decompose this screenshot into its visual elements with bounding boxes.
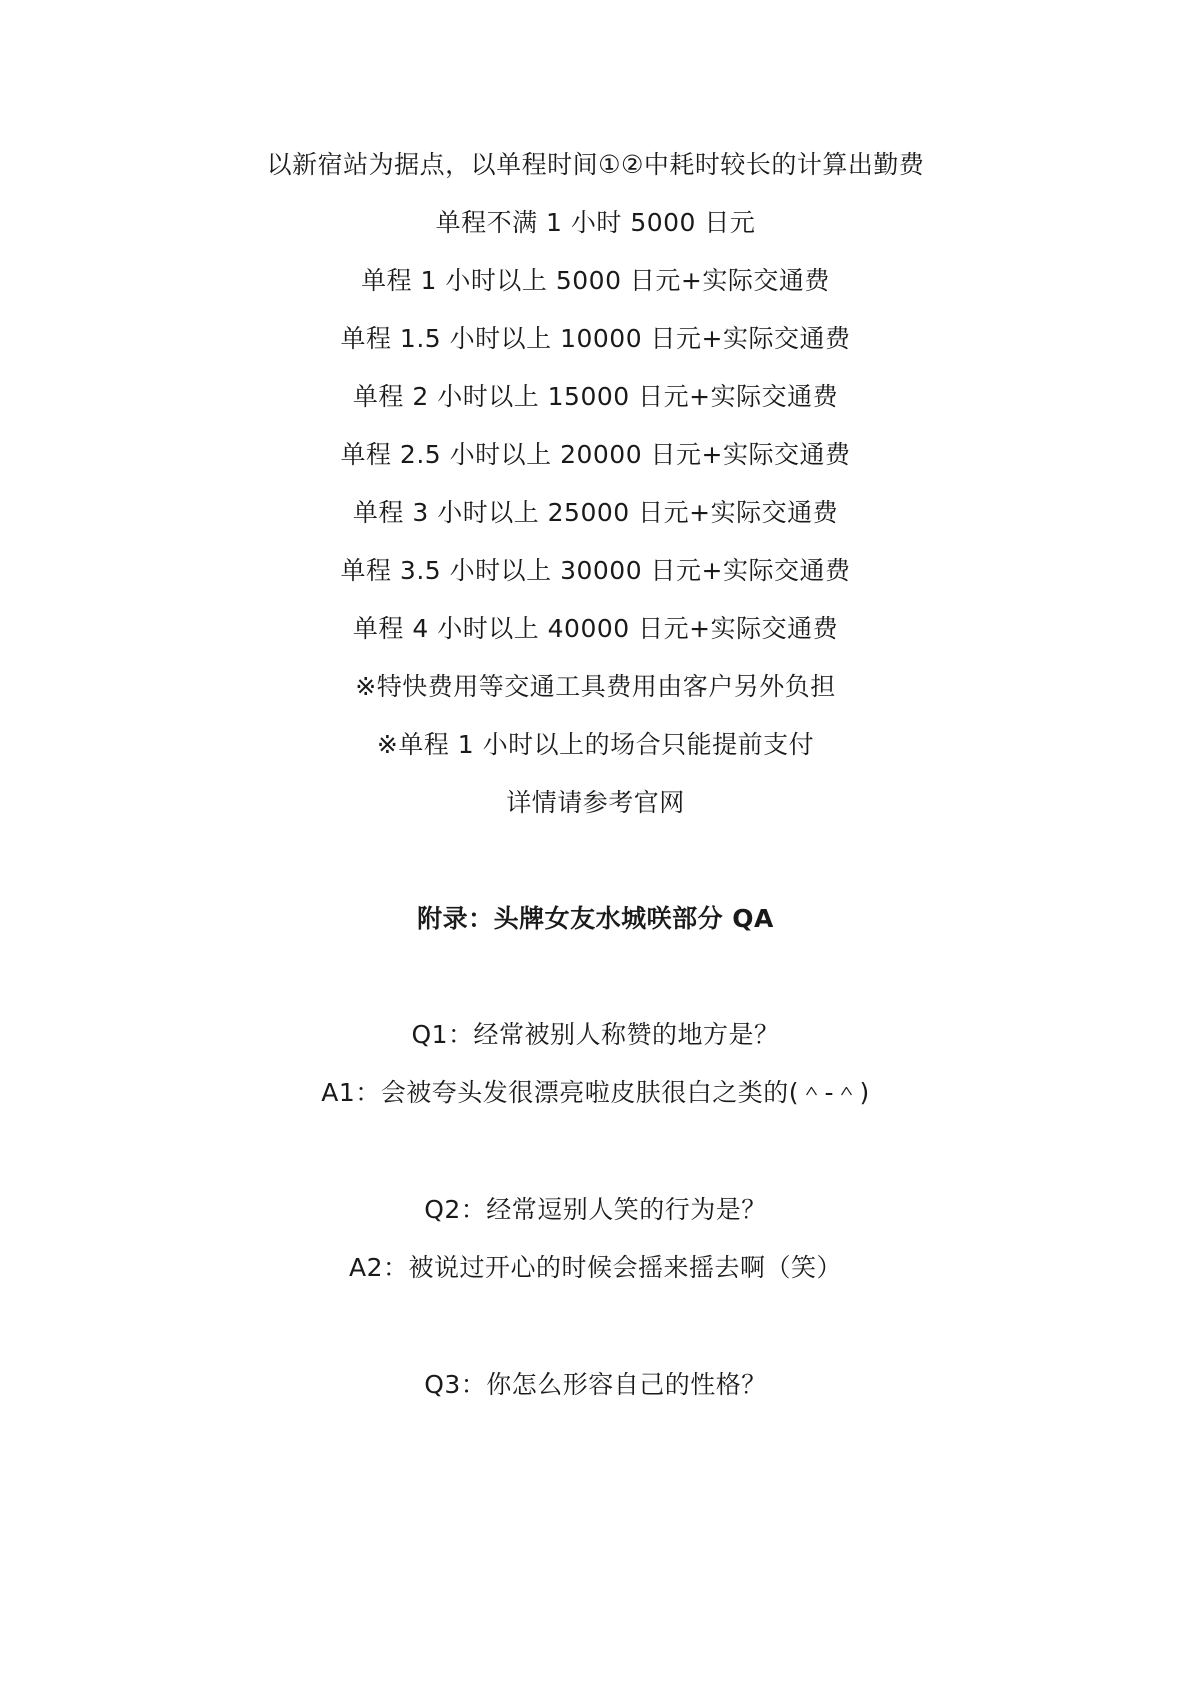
fee-row: 单程 2 小时以上 15000 日元+实际交通费 xyxy=(352,382,839,411)
fee-row: 单程 3.5 小时以上 30000 日元+实际交通费 xyxy=(340,556,851,585)
fee-row: 单程 4 小时以上 40000 日元+实际交通费 xyxy=(352,614,839,643)
fee-intro: 以新宿站为据点，以单程时间①②中耗时较长的计算出勤费 xyxy=(266,150,925,179)
fee-note: ※单程 1 小时以上的场合只能提前支付 xyxy=(376,730,815,759)
qa-question: Q2：经常逗别人笑的行为是？ xyxy=(424,1195,767,1224)
fee-row: 单程 1.5 小时以上 10000 日元+实际交通费 xyxy=(340,324,851,353)
fee-row: 单程不满 1 小时 5000 日元 xyxy=(435,208,756,237)
fee-note: ※特快费用等交通工具费用由客户另外负担 xyxy=(355,672,836,701)
qa-answer: A2：被说过开心的时候会摇来摇去啊（笑） xyxy=(348,1253,842,1282)
details-reference: 详情请参考官网 xyxy=(506,788,685,817)
fee-row: 单程 2.5 小时以上 20000 日元+实际交通费 xyxy=(340,440,851,469)
fee-row: 单程 1 小时以上 5000 日元+实际交通费 xyxy=(361,266,830,295)
fee-row: 单程 3 小时以上 25000 日元+实际交通费 xyxy=(352,498,839,527)
qa-question: Q1：经常被别人称赞的地方是？ xyxy=(411,1020,780,1049)
qa-answer: A1：会被夸头发很漂亮啦皮肤很白之类的(＾-＾) xyxy=(321,1078,870,1107)
appendix-title: 附录：头牌女友水城咲部分 QA xyxy=(417,904,774,933)
qa-question: Q3：你怎么形容自己的性格？ xyxy=(424,1370,767,1399)
